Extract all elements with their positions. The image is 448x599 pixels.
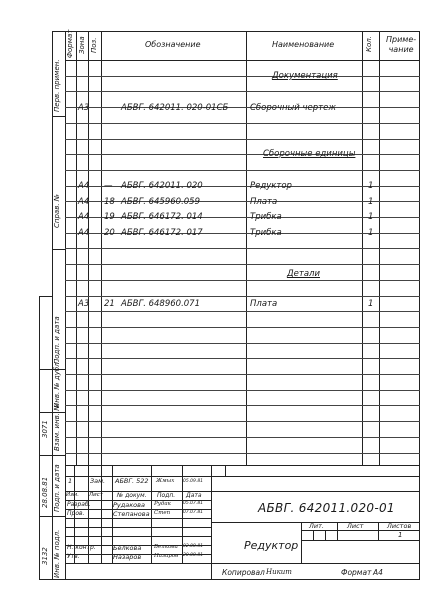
person-name: Назаров [113,553,142,561]
side-strip-inner [39,296,53,580]
row-line [65,280,420,281]
side-podp-data-2: Подп. и дата [53,464,61,512]
row-pos: 18 [104,197,115,207]
row-line [65,76,420,77]
row-designation: АБВГ. 645960.059 [121,197,200,207]
row-name: Редуктор [250,181,292,191]
row-name: Плата [250,197,278,207]
side-inv-dubl: Инв. № дубл. [53,360,61,408]
row-line [65,233,420,234]
change-date: 05.09.81 [183,479,204,484]
side-inv-podl: Инв. № подл. [53,529,61,578]
row-designation: АБВГ. 646172. 017 [121,228,203,238]
side-sprav-no: Справ. № [53,193,61,228]
row-line [65,123,420,124]
person-role: Пров. [67,510,85,517]
row-format: A3 [78,299,90,309]
person-sig: Белкова [154,544,178,550]
row-pos: — [104,181,113,191]
side-podp-data-2-value: 28.08.81 [41,476,49,508]
row-qty: 1 [368,197,374,207]
person-date: 05.07.81 [183,501,204,506]
person-date: 20.08.81 [183,553,204,558]
person-date: 07.07.81 [183,510,204,515]
row-designation: АБВГ. 642011. 020-01СБ [121,103,229,113]
side-inv-podl-value: 3132 [41,547,49,565]
row-line [65,296,420,297]
row-line [65,421,420,422]
row-line [65,327,420,328]
row-line [65,405,420,406]
row-line [65,390,420,391]
side-vzam-inv: Взам. инв. № [53,403,61,451]
person-name: Белкова [113,544,142,552]
header-note: Приме- чание [386,35,417,54]
col-list: Лист [89,492,103,498]
change-signature: Жмых [156,478,175,484]
sheets-value: 1 [398,531,403,539]
col-izm: Изм. [66,492,79,498]
row-pos: 20 [104,228,115,238]
person-sig: Степ [154,510,171,516]
header-designation: Обозначение [145,40,201,49]
row-line [65,217,420,218]
sheet-label: Лист [347,522,364,530]
side-perv-primen: Перв. примен. [53,59,61,112]
document-code: АБВГ. 642011.020-01 [258,501,395,515]
row-line [65,374,420,375]
change-num: 1 [68,477,73,485]
row-pos: 21 [104,299,115,309]
row-qty: 1 [368,228,374,238]
product-name: Редуктор [244,539,299,552]
row-qty: 1 [368,212,374,222]
side-podp-data-1: Подп. и дата [53,316,61,364]
row-format: A4 [78,197,90,207]
row-name: Детали [287,269,320,279]
row-name: Плата [250,299,278,309]
row-name: Сборочный чертеж [250,103,336,113]
row-format: A4 [78,181,90,191]
row-name: Трибка [250,228,282,238]
row-format: A4 [78,228,90,238]
header-qty: Кол. [365,36,373,52]
side-vzam-inv-value: 3071 [41,420,49,438]
row-format: A4 [78,212,90,222]
row-line [65,437,420,438]
header-name: Наименование [272,40,335,49]
row-qty: 1 [368,299,374,309]
copied-signature: Никит [266,568,292,576]
row-designation: АБВГ. 642011. 020 [121,181,203,191]
person-date: 02.08.81 [183,544,204,549]
header-format: Формат [66,29,74,58]
sheets-label: Листов [387,522,412,530]
row-line [65,154,420,155]
row-qty: 1 [368,181,374,191]
col-date: Дата [186,492,202,499]
person-sig: Назаров [154,553,179,559]
format-label: Формат [341,568,372,577]
format-value: A4 [373,568,383,577]
row-line [65,248,420,249]
change-doc: АБВГ. 522 [115,477,149,485]
person-role: Разраб. [67,501,91,508]
row-pos: 19 [104,212,115,222]
person-name: Рудакова [113,501,145,509]
row-line [65,264,420,265]
row-line [65,201,420,202]
row-line [65,343,420,344]
person-name: Степанова [113,510,150,518]
person-sig: Рудак [154,501,171,507]
header-pos: Поз. [90,37,98,53]
lit-label: Лит. [309,522,324,530]
row-line [65,139,420,140]
row-name: Трибка [250,212,282,222]
col-sig: Подп. [157,492,176,499]
row-designation: АБВГ. 648960.071 [121,299,200,309]
row-format: A3 [78,103,90,113]
row-line [65,107,420,108]
col-doc: № докум. [117,492,147,499]
header-zone: Зона [78,36,86,54]
change-zam: Зам. [90,477,106,485]
person-role: Н. контр. [67,544,96,551]
row-name: Документация [272,71,338,81]
row-line [65,453,420,454]
row-name: Сборочные единицы [263,149,356,159]
copied-label: Копировал [222,568,265,577]
row-designation: АБВГ. 646172. 014 [121,212,203,222]
person-role: Утв. [67,553,80,560]
row-line [65,311,420,312]
row-line [65,186,420,187]
row-line [65,91,420,92]
row-line [65,170,420,171]
row-line [65,358,420,359]
